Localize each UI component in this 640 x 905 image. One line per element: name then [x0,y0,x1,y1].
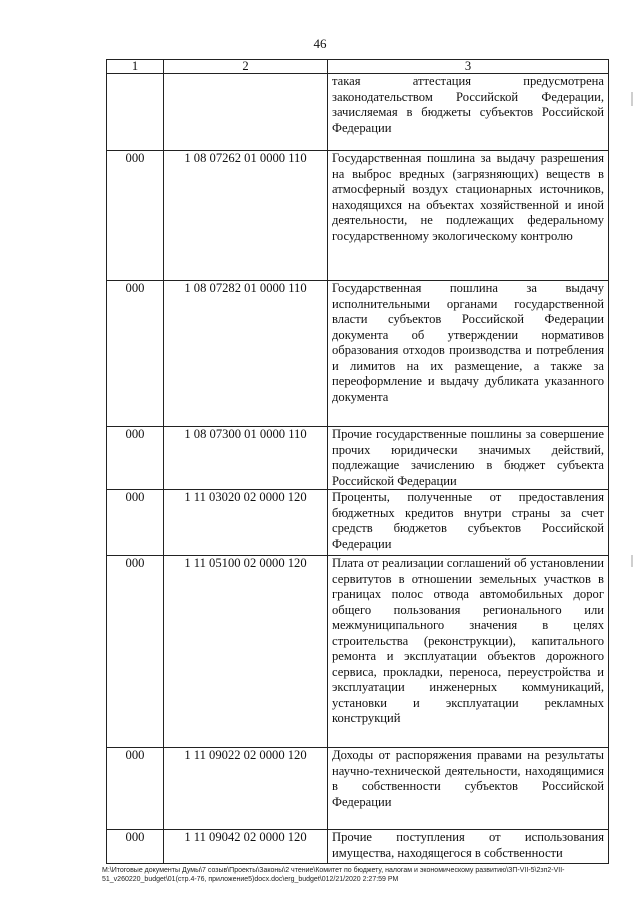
column-header-3: 3 [328,60,609,74]
budget-code-cell [164,74,328,151]
file-path-footer: M:\Итоговые документы Думы\7 созыв\Проекты\Законы\2 чтение\Комитет по бюджету, налогам и экономическому развитию\ЗП-VII-5\2зп2-VII-51_v260220_budget\01(стр.4-76, приложение5)docx.doc\erg_budget\012/21/2020 2:27:59 PM [102,867,565,883]
revenue-codes-table [106,59,609,864]
table-row [107,427,609,490]
revenue-description-cell: Прочие поступления от использования имущества, находящегося в собственности [328,830,609,864]
revenue-description-cell: Государственная пошлина за выдачу исполнительными органами государственной власти субъектов Российской Федерации документа об утверждении нормативов образования отходов производства и потребления и лимитов на их размещение, а также за переоформление и выдачу дубликата указанного документа [328,281,609,427]
admin-code-cell: 000 [107,830,164,864]
revenue-description-cell: Государственная пошлина за выдачу разрешения на выброс вредных (загрязняющих) веществ в атмосферный воздух стационарных источников, находящихся на объектах хозяйственной и иной деятельности, не подлежащих федеральному государственному экологическому контролю [328,151,609,281]
admin-code-cell: 000 [107,490,164,556]
budget-code-cell: 1 11 03020 02 0000 120 [164,490,328,556]
table-row [107,490,609,556]
budget-code-cell: 1 11 09042 02 0000 120 [164,830,328,864]
admin-code-cell: 000 [107,151,164,281]
table-row [107,556,609,748]
scan-edge-mark [631,92,633,106]
revenue-description-cell: Прочие государственные пошлины за совершение прочих юридически значимых действий, подлежащие зачислению в бюджет субъекта Российской Федерации [328,427,609,490]
budget-code-cell: 1 08 07300 01 0000 110 [164,427,328,490]
table-row [107,151,609,281]
budget-code-cell: 1 08 07262 01 0000 110 [164,151,328,281]
column-header-2: 2 [164,60,328,74]
admin-code-cell [107,74,164,151]
table-row [107,74,609,151]
table-row [107,748,609,830]
page-number: 46 [313,36,327,51]
revenue-description-cell: такая аттестация предусмотрена законодательством Российской Федерации, зачисляемая в бюджеты субъектов Российской Федерации [328,74,609,151]
table-header-row [107,60,609,74]
budget-code-cell: 1 08 07282 01 0000 110 [164,281,328,427]
admin-code-cell: 000 [107,427,164,490]
admin-code-cell: 000 [107,556,164,748]
table-row [107,830,609,864]
table-row [107,281,609,427]
column-header-1: 1 [107,60,164,74]
admin-code-cell: 000 [107,281,164,427]
budget-code-cell: 1 11 09022 02 0000 120 [164,748,328,830]
admin-code-cell: 000 [107,748,164,830]
revenue-description-cell: Плата от реализации соглашений об установлении сервитутов в отношении земельных участков в границах полос отвода автомобильных дорог общего пользования регионального или межмуниципального значения в целях строительства (реконструкции), капитального ремонта и эксплуатации объектов дорожного сервиса, прокладки, переноса, переустройства и эксплуатации инженерных коммуникаций, установки и эксплуатации рекламных конструкций [328,556,609,748]
budget-code-cell: 1 11 05100 02 0000 120 [164,556,328,748]
revenue-description-cell: Проценты, полученные от предоставления бюджетных кредитов внутри страны за счет средств бюджетов субъектов Российской Федерации [328,490,609,556]
revenue-description-cell: Доходы от распоряжения правами на результаты научно-технической деятельности, находящимися в собственности субъектов Российской Федерации [328,748,609,830]
scan-edge-mark [631,555,633,567]
